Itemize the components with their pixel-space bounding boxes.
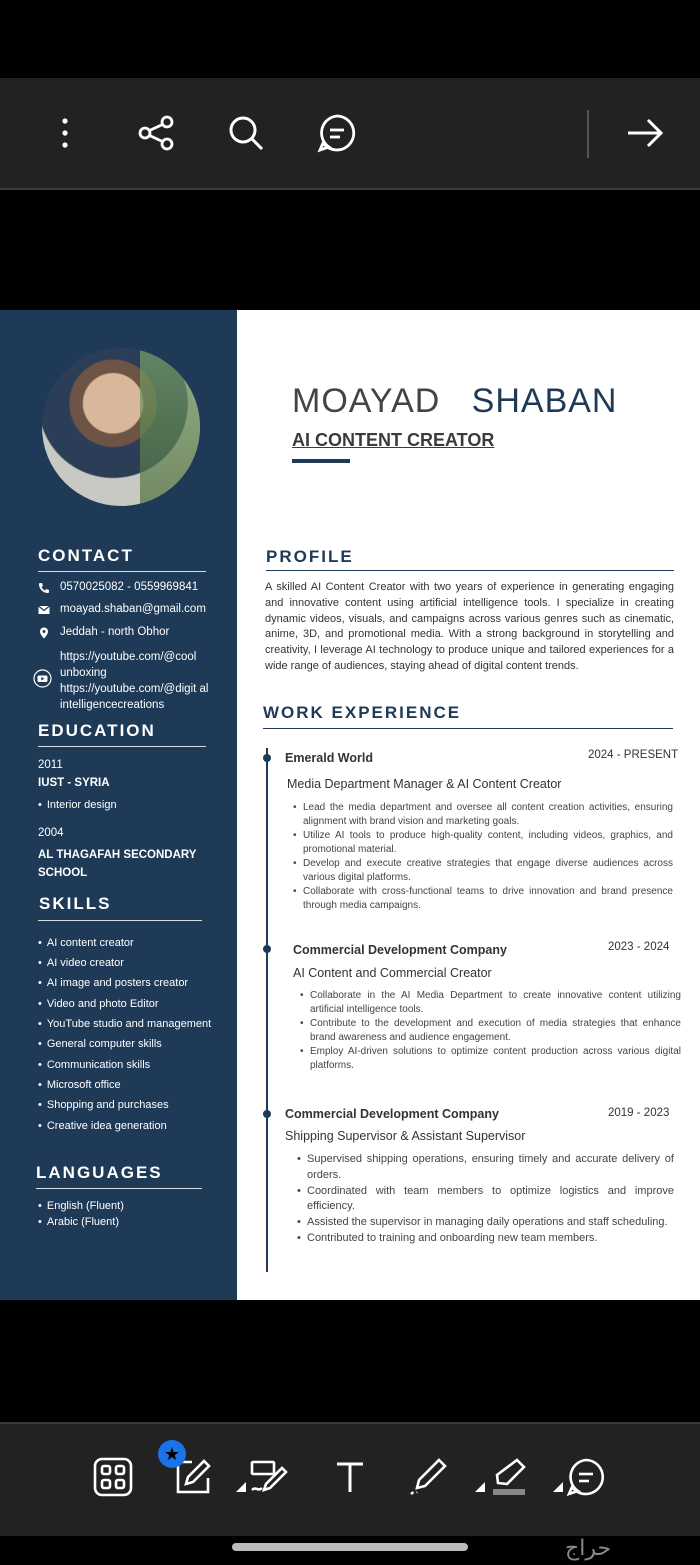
work-heading: WORK EXPERIENCE	[263, 703, 462, 722]
resume-sidebar	[0, 310, 237, 1300]
job-title: AI Content and Commercial Creator	[293, 966, 492, 980]
languages-rule	[36, 1188, 202, 1189]
education-year: 2004	[38, 827, 64, 839]
location-pin-icon	[38, 626, 60, 639]
resume-role: AI CONTENT CREATOR	[292, 430, 495, 450]
education-year: 2011	[38, 759, 63, 771]
highlight-icon[interactable]	[485, 1454, 531, 1500]
timeline-dot	[263, 945, 271, 953]
home-indicator[interactable]	[232, 1543, 468, 1551]
resume-name: MOAYAD SHABAN	[292, 382, 618, 420]
job-dates: 2024 - PRESENT	[588, 749, 679, 761]
job-bullet: • Lead the media department and oversee all content creation activities, ensuring alignment with brand vision and marketing goals.	[293, 801, 673, 829]
work-rule	[263, 728, 673, 729]
text-icon[interactable]	[327, 1454, 373, 1500]
timeline-line	[266, 748, 268, 1272]
contact-rule	[38, 571, 206, 572]
watermark: حراج	[565, 1536, 612, 1561]
skill-item: • Shopping and purchases	[38, 1099, 169, 1111]
skill-item: • AI video creator	[38, 957, 124, 969]
skill-item: • Video and photo Editor	[38, 998, 159, 1010]
share-icon[interactable]	[131, 108, 181, 158]
contact-youtube-2[interactable]: https://youtube.com/@digit alintelligencecreations	[60, 683, 209, 711]
education-school: AL THAGAFAH SECONDARY SCHOOL	[38, 849, 197, 879]
timeline-dot	[263, 1110, 271, 1118]
job-bullet: • Supervised shipping operations, ensuring timely and accurate delivery of orders.	[297, 1152, 674, 1184]
phone-icon	[38, 581, 60, 594]
contact-location: Jeddah - north Obhor	[38, 626, 169, 639]
resume-page	[0, 310, 700, 1300]
draw-icon[interactable]	[405, 1454, 451, 1500]
skill-item: • General computer skills	[38, 1038, 162, 1050]
contact-youtube-1[interactable]: https://youtube.com/@cool unboxing	[60, 651, 197, 679]
youtube-icon	[33, 669, 52, 693]
job-bullet: • Employ AI-driven solutions to optimize content production across various digital platforms.	[300, 1045, 681, 1073]
skill-item: • Communication skills	[38, 1059, 150, 1071]
top-toolbar	[0, 78, 700, 190]
more-vertical-icon[interactable]	[40, 108, 90, 158]
role-underline-bar	[292, 459, 350, 463]
skill-item: • AI image and posters creator	[38, 977, 188, 989]
job-dates: 2019 - 2023	[608, 1107, 670, 1119]
arrow-right-icon[interactable]	[620, 108, 670, 158]
education-school: IUST - SYRIA	[38, 777, 110, 789]
timeline-dot	[263, 754, 271, 762]
job-bullets	[297, 1152, 674, 1247]
skills-heading: SKILLS	[39, 894, 112, 913]
bottom-toolbar	[0, 1422, 700, 1536]
job-bullet: • Utilize AI tools to produce high-quality content, including videos, graphics, and promotional material.	[293, 829, 673, 857]
skill-item: • Creative idea generation	[38, 1120, 167, 1132]
profile-photo	[42, 348, 200, 506]
job-bullet: • Contributed to training and onboarding new team members.	[297, 1231, 674, 1247]
education-detail: • Interior design	[38, 799, 117, 811]
toolbar-divider	[587, 110, 589, 158]
profile-rule	[266, 570, 674, 571]
job-bullet: • Coordinated with team members to optimize logistics and improve efficiency.	[297, 1184, 674, 1216]
skill-item: • YouTube studio and management	[38, 1018, 211, 1030]
mail-icon	[38, 603, 60, 616]
job-bullets	[300, 989, 681, 1073]
job-title: Shipping Supervisor & Assistant Supervisor	[285, 1129, 526, 1143]
language-item: • English (Fluent)	[38, 1200, 124, 1212]
comment-icon[interactable]	[312, 108, 362, 158]
job-dates: 2023 - 2024	[608, 941, 670, 953]
job-title: Media Department Manager & AI Content Creator	[287, 777, 562, 791]
job-bullet: • Develop and execute creative strategies that engage diverse audiences across various digital platforms.	[293, 857, 673, 885]
comment-icon[interactable]	[563, 1454, 609, 1500]
search-icon[interactable]	[221, 108, 271, 158]
job-bullet: • Collaborate in the AI Media Department to create innovative content utilizing artificial intelligence tools.	[300, 989, 681, 1017]
profile-text: A skilled AI Content Creator with two years of experience in generating engaging and innovative content using artificial intelligence tools. I specialize in creating dynamic videos, visuals, and campaigns across various genres such as cinematic, anime, 3D, and promotional media. With a strong background in storytelling and creativity, I leverage AI technology to produce unique and tailored experiences for a wide range of audiences, staying ahead of digital content trends.	[265, 581, 674, 672]
skill-item: • AI content creator	[38, 937, 134, 949]
sign-icon[interactable]	[246, 1454, 292, 1500]
languages-heading: LANGUAGES	[36, 1163, 163, 1182]
job-company: Commercial Development Company	[285, 1107, 499, 1121]
education-rule	[38, 746, 206, 747]
grid-icon[interactable]	[90, 1454, 136, 1500]
job-company: Emerald World	[285, 751, 373, 765]
job-bullet: • Collaborate with cross-functional teams to drive innovation and brand presence through media campaigns.	[293, 885, 673, 913]
skills-rule	[38, 920, 202, 921]
language-item: • Arabic (Fluent)	[38, 1216, 119, 1228]
education-heading: EDUCATION	[38, 721, 156, 740]
job-company: Commercial Development Company	[293, 943, 507, 957]
contact-heading: CONTACT	[38, 546, 134, 565]
star-badge-icon: ★	[158, 1440, 186, 1468]
skill-item: • Microsoft office	[38, 1079, 121, 1091]
job-bullet: • Assisted the supervisor in managing daily operations and staff scheduling.	[297, 1215, 674, 1231]
contact-email: moayad.shaban@gmail.com	[38, 603, 206, 616]
profile-heading: PROFILE	[266, 547, 354, 566]
job-bullet: • Contribute to the development and execution of media strategies that enhance brand awareness and audience engagement.	[300, 1017, 681, 1045]
contact-phone: 0570025082 - 0559969841	[38, 581, 198, 594]
job-bullets	[293, 801, 673, 913]
